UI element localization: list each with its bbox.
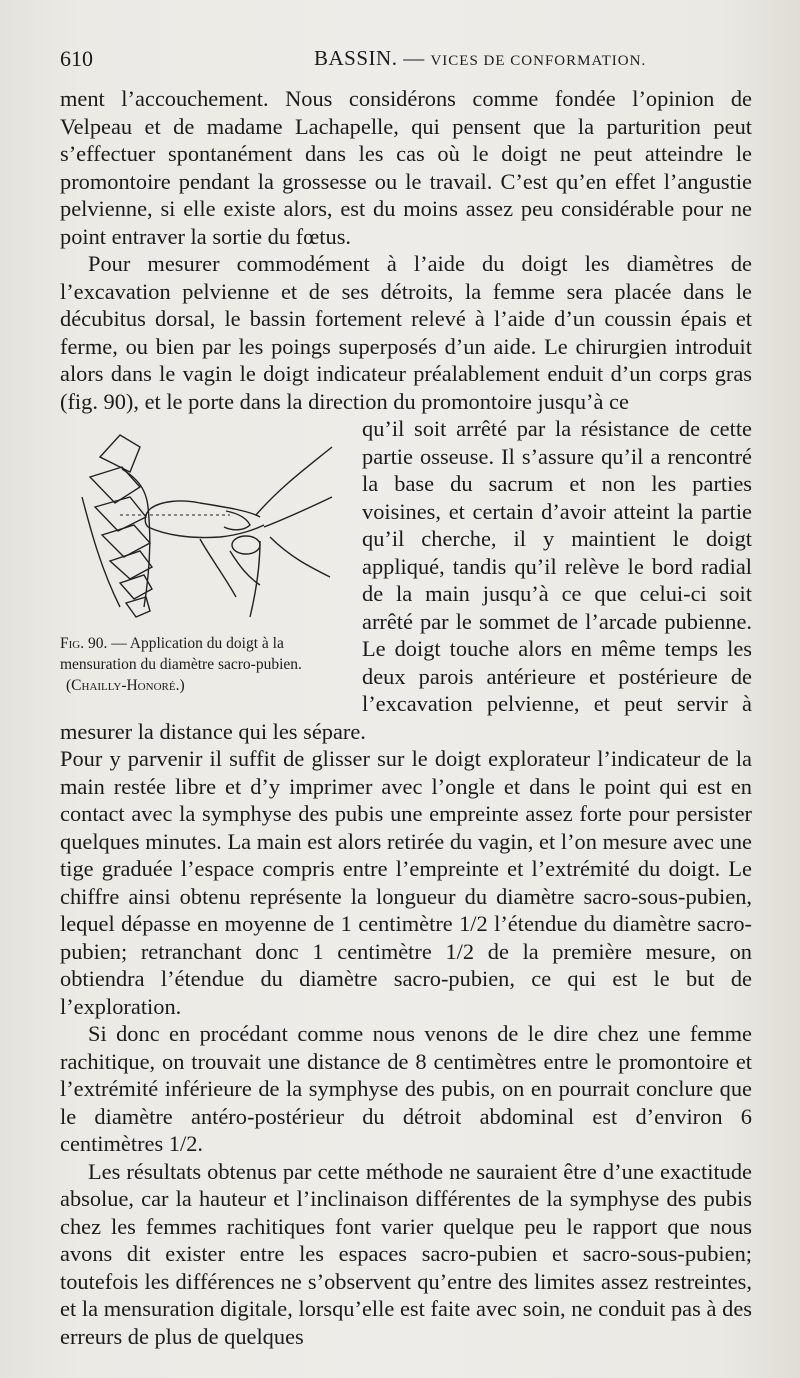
figure-credit: (Chailly-Honoré.)	[66, 677, 185, 694]
running-head	[314, 46, 646, 71]
figure-caption-text: — Application du doigt à la mensuration du diamètre sacro-pubien.	[60, 635, 302, 673]
running-head-dash: —	[397, 46, 431, 70]
paragraph-1: ment l’accouchement. Nous considérons comme fondée l’opinion de Velpeau et de madame Lachapelle, qui pensent que la parturition peut s’effectuer spontanément dans les cas où le doigt ne peut atteindre le promontoire pendant la grossesse ou le travail. C’est qu’en effet l’angustie pelvienne, si elle existe alors, est du moins assez peu considérable pour ne point entraver la sortie du fœtus.	[60, 86, 752, 249]
running-head-main: BASSIN.	[314, 46, 398, 70]
figure-caption	[60, 633, 352, 696]
paragraph-2-lead: Pour mesurer commodément à l’aide du doigt les diamètres de l’excavation pelvienne et de ses détroits, la femme sera placée dans le décubitus dorsal, le bassin fortement relevé à l’aide d’un coussin épais et ferme, ou bien par les poings superposés d’un aide. Le chirurgien introduit alors dans le vagin le doigt indicateur préalablement enduit d’un corps gras (fig. 90), et le porte dans la direction du promontoire jusqu’à ce	[60, 251, 752, 414]
running-head-sub: VICES DE CONFORMATION.	[430, 53, 647, 69]
paragraph-2-tail: Pour y parvenir il suffit de glisser sur le doigt explorateur l’indicateur de la main restée libre et d’y imprimer avec l’ongle et dans le point qui est en contact avec la symphyse des pubis une empreinte assez forte pour persister quelques minutes. La main est alors retirée du vagin, et l’on mesure avec une tige graduée l’espace compris entre l’empreinte et l’extrémité du doigt. Le chiffre ainsi obtenu représente la longueur du diamètre sacro-sous-pubien, lequel dépasse en moyenne de 1 centimètre 1/2 l’étendue du diamètre sacro-pubien; retranchant donc 1 centimètre 1/2 de la première mesure, on obtiendra l’étendue du diamètre sacro-pubien, ce qui est le but de l’exploration.	[60, 746, 752, 1019]
paragraph-4: Les résultats obtenus par cette méthode ne sauraient être d’une exactitude absolue, car la hauteur et l’inclinaison différentes de la symphyse des pubis chez les femmes rachitiques font varier quelque peu le rapport que nous avons dit exister entre les espaces sacro-pubien et sacro-sous-pubien; toutefois les différences ne s’observent qu’entre des limites assez restreintes, et la mensuration digitale, lorsqu’elle est faite avec soin, ne conduit pas à des erreurs de plus de quelques	[60, 1158, 752, 1349]
pelvis-finger-illustration	[60, 417, 352, 629]
page-number: 610	[60, 46, 93, 71]
paragraph-2-wrap: qu’il soit arrêté par la résistance de cette partie osseuse. Il s’assure qu’il a rencontré la base du sacrum et non les parties voisines, et certain d’avoir atteint la partie qu’il cherche, il y maintient le doigt appliqué, tandis qu’il relève le bord radial de la main jusqu’à ce que celui-ci soit arrêté par le sommet de l’arcade pubienne. Le doigt touche alors en même temps les deux parois antérieure et postérieure de l’excavation pelvienne, et peut servir à mesurer la distance qui les sépare.	[60, 416, 752, 744]
body-text	[60, 85, 752, 1350]
figure-label: Fig. 90.	[60, 635, 108, 652]
page-header	[60, 46, 750, 74]
paragraph-3: Si donc en procédant comme nous venons de le dire chez une femme rachitique, on trouvait une distance de 8 centimètres entre le promontoire et l’extrémité inférieure de la symphyse des pubis, on en pourrait conclure que le diamètre antéro-postérieur du détroit abdominal est d’environ 6 centimètres 1/2.	[60, 1021, 752, 1156]
figure-90	[60, 417, 352, 717]
